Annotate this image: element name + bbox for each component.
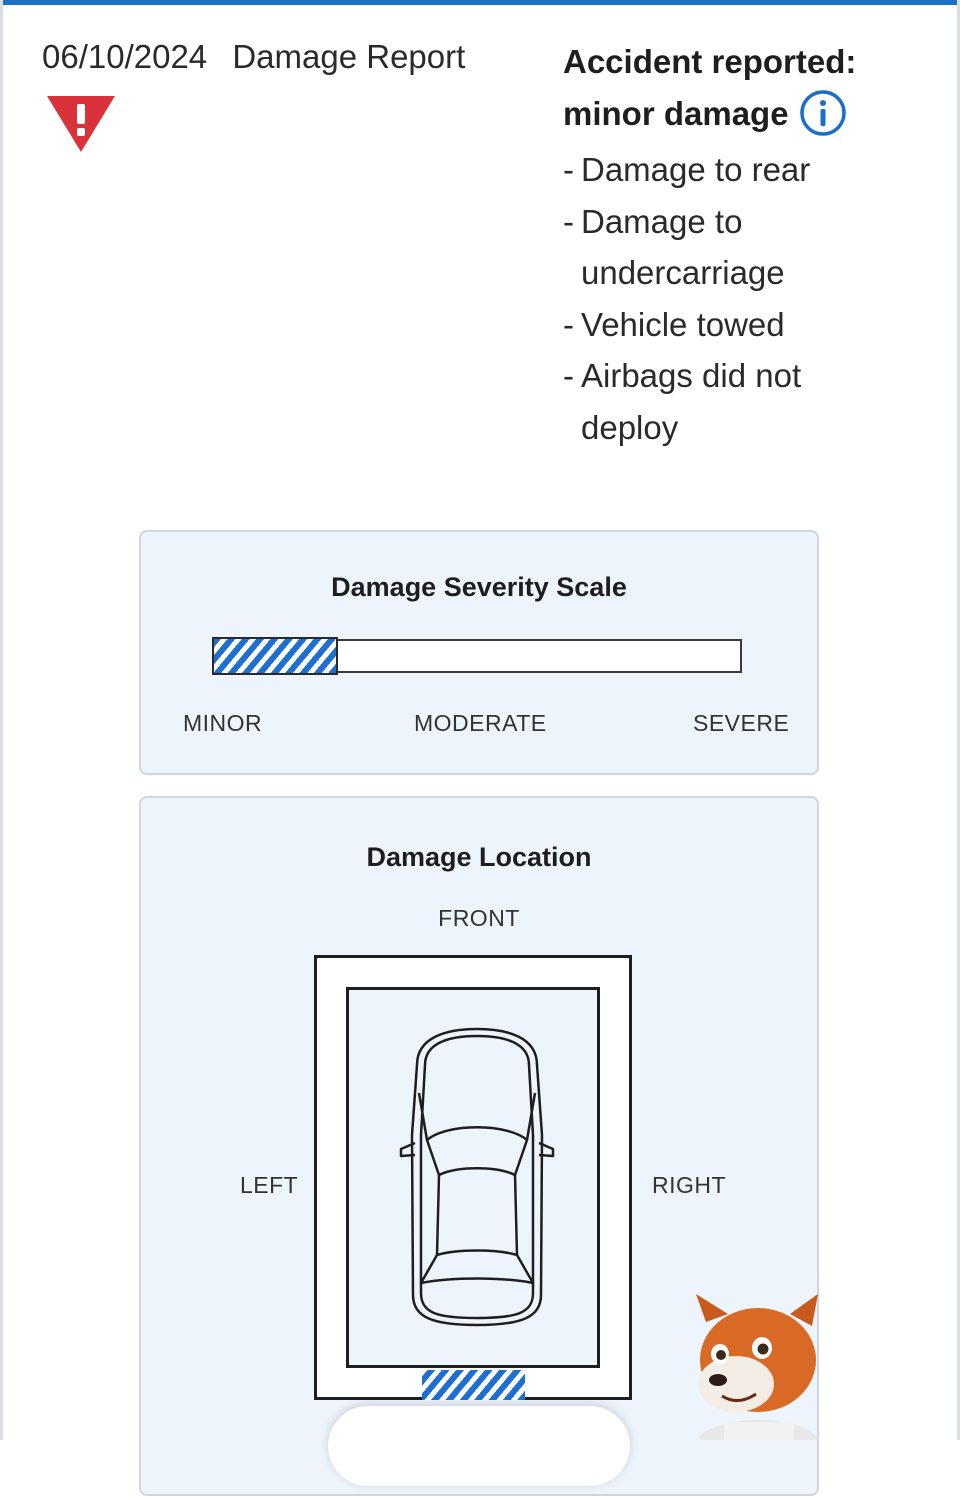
card-left-border <box>0 0 3 1440</box>
severity-scale-title: Damage Severity Scale <box>331 572 627 602</box>
severity-label-moderate: MODERATE <box>414 710 547 736</box>
top-accent-bar <box>0 0 960 5</box>
detail-item: - Airbags did not deploy <box>563 350 861 453</box>
vehicle-diagram-inner <box>346 987 600 1368</box>
direction-right-label: RIGHT <box>652 1172 727 1198</box>
severity-label-minor: MINOR <box>183 710 263 736</box>
severity-bar <box>212 639 742 673</box>
detail-item: - Damage to rear <box>563 144 861 196</box>
info-icon[interactable] <box>799 89 847 137</box>
detail-item: - Damage to undercarriage <box>563 196 861 299</box>
report-header <box>42 38 465 76</box>
warning-triangle-icon <box>45 94 117 154</box>
severity-scale-panel <box>139 530 819 775</box>
detail-item: - Vehicle towed <box>563 299 861 351</box>
damage-location-title: Damage Location <box>366 842 592 872</box>
accident-heading <box>563 36 923 140</box>
vehicle-diagram-frame <box>314 955 632 1400</box>
severity-label-severe: SEVERE <box>693 710 790 736</box>
report-title: Damage Report <box>232 38 466 75</box>
accident-summary <box>563 36 923 453</box>
fox-mascot-icon[interactable] <box>688 1292 828 1440</box>
direction-left-label: LEFT <box>240 1172 299 1198</box>
severity-bar-fill <box>212 637 338 675</box>
chat-bubble[interactable] <box>328 1406 630 1486</box>
direction-front-label: FRONT <box>438 905 520 931</box>
damage-details-list <box>563 144 923 453</box>
accident-heading-line1: Accident reported: <box>563 43 857 80</box>
report-date: 06/10/2024 <box>42 38 208 75</box>
rear-damage-indicator <box>422 1370 525 1400</box>
car-top-view-icon <box>387 1025 567 1335</box>
accident-heading-line2: minor damage <box>563 95 789 132</box>
